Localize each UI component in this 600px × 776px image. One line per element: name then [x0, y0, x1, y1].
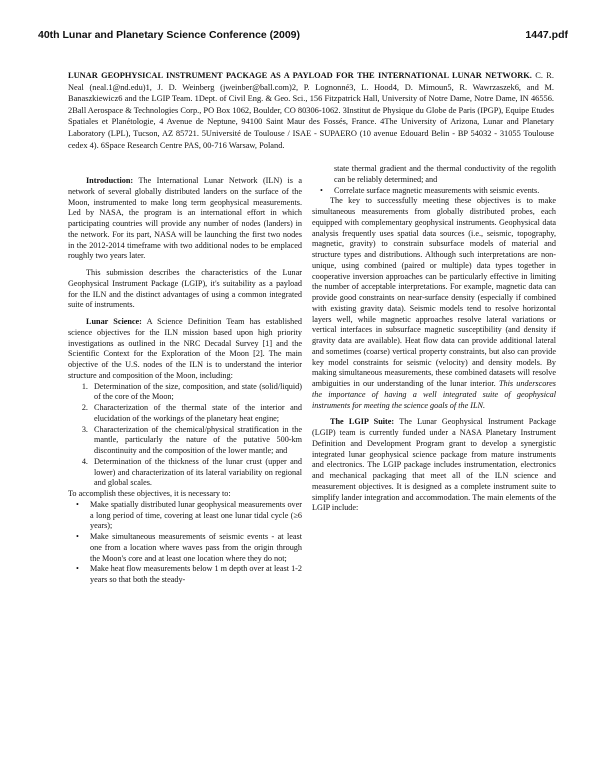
suite-heading: The LGIP Suite: — [330, 417, 395, 427]
list-item: 1. Determination of the size, composition, and state (solid/liquid) of the core of the Moon; — [90, 382, 302, 404]
right-column — [312, 164, 556, 514]
page-header — [38, 29, 568, 43]
conference-name: 40th Lunar and Planetary Science Conference (2009) — [38, 29, 301, 41]
authors-affiliations: C. R. Neal (neal.1@nd.edu)1, J. D. Weinberg (jweinber@ball.com)2, P. Lognonné3, L. Hood4, D. Mimoun5, R. Wawrzaszek6, and M. Banaszkiewicz6 and the LGIP Team. 1Dept. of Civil Eng. & Geo. Sci., 156 Fitzpatrick Hall, University of Notre Dame, Notre Dame, IN 46556. 2Ball Aerospace & Technologies Corp., PO Box 1062, Boulder, CO 80306-1062. 3Institut de Physique du Globe de Paris (IPGP), Equipe Etudes Spatiales et Planétologie, 4 Avenue de Neptune, 94100 Saint Maur des Fossés, France. 4The University of Arizona, Lunar and Planetary Laboratory (LPL), Tucson, AZ 85721. 5Université de Toulouse / ISAE - SUPAERO (10 avenue Edouard Belin - BP 54032 - 31055 Toulouse cedex 4). 6Space Research Centre PAS, 00-716 Warsaw, Poland. — [68, 71, 554, 150]
necessary-intro: To accomplish these objectives, it is necessary to: — [68, 489, 231, 498]
science-heading: Lunar Science: — [86, 317, 142, 326]
intro-heading: Introduction: — [86, 176, 134, 185]
science-paragraph — [68, 317, 302, 382]
key-emphasis: This underscores the importance of having a well integrated suite of geophysical instruments for meeting the science goals of the ILN. — [312, 379, 556, 410]
suite-text: The Lunar Geophysical Instrument Package (LGIP) team is currently funded under a NASA Planetary Instrument Definition and Development Program grant to develop a synergistic integrated lunar geophysical science package from mature instruments and electronics. The LGIP package includes instrumentation, electronics and mechanical packaging that meet all of the ILN science and measurement objectives. It is designed as a complete instrument suite to simplify lander integration and accommodation. The main elements of the LGIP include: — [312, 417, 556, 513]
list-item: • Correlate surface magnetic measurements with seismic events. — [334, 186, 556, 197]
key-paragraph — [312, 196, 556, 411]
list-item: • Make heat flow measurements below 1 m depth over at least 1-2 years so that both the steady- — [90, 564, 302, 586]
list-item: • Make spatially distributed lunar geophysical measurements over a long period of time, covering at least one lunar tidal cycle (≥6 years); — [90, 500, 302, 532]
paper-title: LUNAR GEOPHYSICAL INSTRUMENT PACKAGE AS A PAYLOAD FOR THE INTERNATIONAL LUNAR NETWORK. — [68, 71, 532, 80]
objectives-list — [68, 382, 302, 490]
abstract-id: 1447.pdf — [525, 29, 568, 41]
intro-text: The International Lunar Network (ILN) is a network of several globally distributed landers on the surface of the Moon, instrumented to make long term geophysical measurements. Led by NASA, the program is an international effort in which participating countries will provide any number of nodes (landers) in the network. For its part, NASA will be launching the first two nodes in the 2012-2014 timeframe with two additional nodes to be emplaced roughly two years later. — [68, 176, 302, 261]
key-text: The key to successfully meeting these objectives is to make simultaneous measurements from globally distributed probes, each equipped with complementary geophysical instruments. Geophysical data analysis frequently uses spatial data sources (i.e., seismic, topography, magnetic, gravity) to constrain subsurface models of material and structure types and distributions. Although such interpretations are non-unique, using combined (paired or multiple) data types together in cooperative inversion approaches can be particularly effective in limiting the number of acceptable interpretations. For example, magnetic data can provide good constraints on near-surface density (especially if combined with existing gravity data). Seismic models tend to resolve horizontal layers well, while magnetic approaches resolve lateral variations or vertical interfaces in subsurface magnetic susceptibility (and density if gravity data are available). Heat flow data can provide additional lateral and sometimes (coarse) vertical property constraints, but also can provide key model constraints for seismic (velocity) and density models. By making simultaneous measurements, these combined datasets will resolve ambiguities in our understanding of the lunar interior. — [312, 196, 556, 388]
intro-paragraph — [68, 176, 302, 262]
title-block — [68, 70, 554, 151]
list-item-continued: state thermal gradient and the thermal conductivity of the regolith can be reliably determined; and — [334, 164, 556, 184]
list-item: 2. Characterization of the thermal state of the interior and elucidation of the workings of the planetary heat engine; — [90, 403, 302, 425]
intro-paragraph-2: This submission describes the characteristics of the Lunar Geophysical Instrument Package (LGIP), it's suitability as a payload for the ILN and the distinct advantages of using a common integrated suite of instruments. — [68, 268, 302, 310]
suite-paragraph — [312, 417, 556, 514]
science-text: A Science Definition Team has established science objectives for the ILN mission based upon high priority investigations as outlined in the NRC Decadal Survey [1] and the Scientific Context for the Exploration of the Moon [2]. The main objective of the U.S. nodes of the ILN is to understand the interior structure and composition of the Moon, including: — [68, 317, 302, 380]
left-column — [68, 176, 302, 586]
list-item: 3. Characterization of the chemical/physical stratification in the mantle, particularly the nature of the putative 500-km discontinuity and the composition of the lower mantle; and — [90, 425, 302, 457]
list-item: • Make simultaneous measurements of seismic events - at least one from a location where waves pass from the origin through the Moon's core and at least one location where they do not; — [90, 532, 302, 564]
necessary-list-continued — [312, 164, 556, 196]
list-item: 4. Determination of the thickness of the lunar crust (upper and lower) and characterization of its lateral variability on regional and global scales. — [90, 457, 302, 489]
necessary-list — [68, 500, 302, 586]
